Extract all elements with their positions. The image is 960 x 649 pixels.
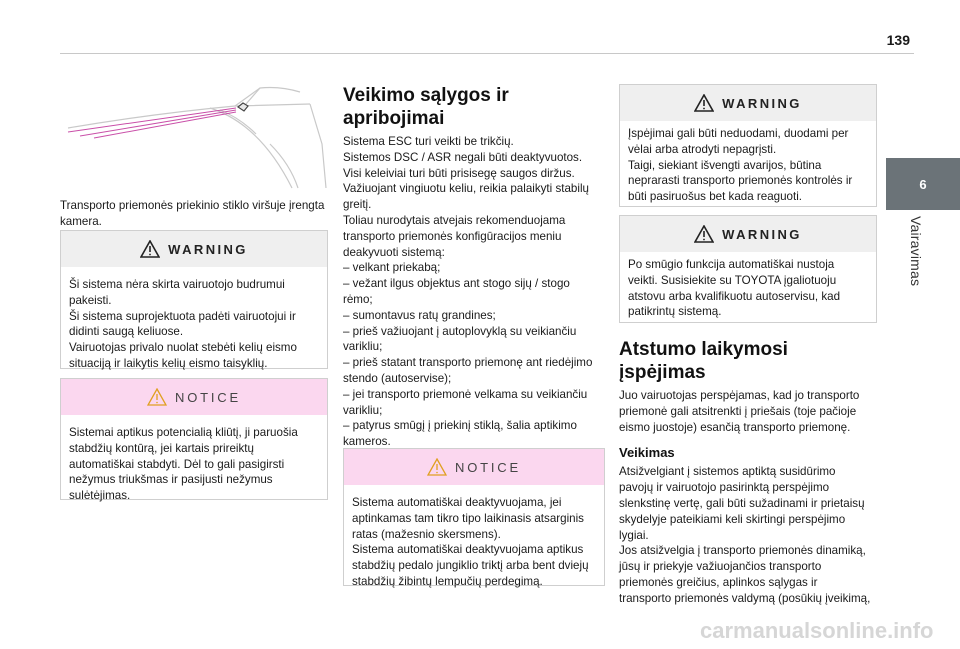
page-number: 139 xyxy=(886,32,910,48)
subsection-heading: Veikimas xyxy=(619,445,675,461)
warning-triangle-icon xyxy=(694,94,714,112)
notice-header xyxy=(61,379,327,415)
body-line: Juo vairuotojas perspėjamas, kad jo transporto xyxy=(619,389,860,402)
warning-box xyxy=(619,84,877,207)
notice-triangle-icon xyxy=(147,388,167,406)
list-item: – prieš važiuojant į autoplovyklą su veikiančiu xyxy=(343,324,577,338)
body-line: Važiuojant vingiuotu keliu, reikia palaikyti stabilų xyxy=(343,182,589,196)
warning-line: Vairuotojas privalo nuolat stebėti kelių eismo xyxy=(69,341,297,355)
body-line: deakyvuoti sistemą: xyxy=(343,245,445,259)
body-line: eismo juostoje) esančią transporto priemonę. xyxy=(619,420,851,434)
notice-line: Sistema automatiškai deaktyvuojama aptikus xyxy=(352,543,584,557)
notice-line: Sistemai aptikus potencialią kliūtį, ji paruošia xyxy=(69,426,298,439)
body-line: transporto priemonės konfigūracijos meniu xyxy=(343,229,562,243)
body-line: lygiai. xyxy=(619,528,649,542)
notice-line: Sistema automatiškai deaktyvuojama, jei xyxy=(352,496,562,509)
section-heading-line: apribojimai xyxy=(343,108,445,129)
warning-triangle-icon xyxy=(694,225,714,243)
warning-title: WARNING xyxy=(722,95,802,111)
notice-title: NOTICE xyxy=(175,389,241,405)
chapter-title: Vairavimas xyxy=(908,216,924,287)
notice-line: ratas (mažesnio skersmens). xyxy=(352,527,501,541)
warning-header xyxy=(61,231,327,267)
warning-box xyxy=(60,230,328,369)
warning-line: Taigi, siekiant išvengti avarijos, būtina xyxy=(628,158,822,172)
warning-line: būti pasiruošus bet kada reaguoti. xyxy=(628,190,803,204)
body-line: greitį. xyxy=(343,198,372,212)
section-heading-line: Atstumo laikymosi xyxy=(619,339,788,360)
windshield-camera-illustration xyxy=(60,84,328,192)
chapter-tab[interactable] xyxy=(886,158,960,210)
body-line: Atsižvelgiant į sistemos aptiktą susidūrimo xyxy=(619,465,836,479)
notice-line: automatiškai stabdyti. Dėl to gali pasigirsti xyxy=(69,457,285,471)
notice-line: stabdžių kontūrą, jei kartais prireiktų xyxy=(69,441,254,455)
warning-line: situaciją ir laikytis kelių eismo taisyklių. xyxy=(69,356,268,370)
image-caption: Transporto priemonės priekinio stiklo viršuje įrengta kamera. xyxy=(60,199,325,228)
warning-title: WARNING xyxy=(722,226,802,242)
body-line: priemonės greičius, aplinkos sąlygas ir xyxy=(619,575,818,589)
list-item: kameros. xyxy=(343,435,391,449)
chapter-number: 6 xyxy=(919,176,927,192)
body-line: priemonė gali atsitrenkti į priešais (toje pačioje xyxy=(619,404,857,418)
list-item: – jei transporto priemonė velkama su veikiančiu xyxy=(343,387,588,401)
warning-line: vėlai arba atrodyti nepagrįsti. xyxy=(628,142,777,156)
section-heading xyxy=(619,338,877,384)
notice-header xyxy=(344,449,604,485)
list-item: – sumontavus ratų grandines; xyxy=(343,308,496,322)
warning-header xyxy=(620,85,876,121)
warning-line: didinti saugą keliuose. xyxy=(69,325,184,339)
watermark: carmanualsonline.info xyxy=(700,618,934,643)
list-item: varikliu; xyxy=(343,340,383,354)
notice-line: stabdžių žibintų lempučių perdegimą. xyxy=(352,574,543,588)
warning-line: Ši sistema suprojektuota padėti vairuotojui ir xyxy=(69,309,296,323)
body-line: Sistema ESC turi veikti be trikčių. xyxy=(343,135,514,148)
warning-line: atstovu arba kvalifikuotu autoservisu, kad xyxy=(628,289,841,303)
notice-line: aptinkamas tam tikro tipo laikinasis atsarginis xyxy=(352,511,584,525)
warning-header xyxy=(620,216,876,252)
warning-line: patikrintų sistemą. xyxy=(628,305,722,319)
notice-line: sulėtėjimas. xyxy=(69,489,131,503)
warning-line: pakeisti. xyxy=(69,293,112,307)
body-line: Jos atsižvelgia į transporto priemonės dinamiką, xyxy=(619,544,866,558)
section-heading-line: Veikimo sąlygos ir xyxy=(343,85,509,106)
list-item: stendo (autoservise); xyxy=(343,371,452,385)
warning-line: neprarasti transporto priemonės kontrolės ir xyxy=(628,174,853,188)
notice-box xyxy=(60,378,328,503)
notice-line: nežymus triukšmas ir pasijusti nežymus xyxy=(69,473,273,487)
list-item: – prieš statant transporto priemonę ant riedėjimo xyxy=(343,356,593,370)
notice-box xyxy=(343,448,605,586)
notice-line: stabdžių pedalo jungiklio triktį arba bent dviejų xyxy=(352,559,589,573)
section-heading-line: įspėjimas xyxy=(619,362,706,383)
warning-title: WARNING xyxy=(168,241,248,257)
body-line: jūsų ir priekyje važiuojančios transporto xyxy=(619,560,822,574)
top-rule xyxy=(60,53,914,54)
list-item: rėmo; xyxy=(343,292,373,306)
body-line: skydelyje pateikiami keli skirtingi perspėjimo xyxy=(619,512,846,526)
list-item: – vežant ilgus objektus ant stogo sijų / stogo xyxy=(343,277,570,291)
body-line: Sistemos DSC / ASR negali būti deaktyvuotos. xyxy=(343,150,583,164)
warning-line: Ši sistema nėra skirta vairuotojo budrumui xyxy=(69,278,285,291)
warning-triangle-icon xyxy=(140,240,160,258)
list-item: – patyrus smūgį į priekinį stiklą, šalia aptikimo xyxy=(343,419,577,433)
warning-line: Įspėjimai gali būti neduodami, duodami per xyxy=(628,127,849,140)
section-heading xyxy=(343,84,605,130)
body-line: slenkstinę vertę, gali būti sužadinami ir prietaisų xyxy=(619,496,865,510)
list-item: varikliu; xyxy=(343,403,383,417)
body-line: transporto priemonės valdymą (posūkių įveikimą, xyxy=(619,591,871,605)
notice-triangle-icon xyxy=(427,458,447,476)
body-line: pavojų ir vairuotojo pasirinktą perspėjimo xyxy=(619,481,830,495)
body-line: Toliau nurodytais atvejais rekomenduojama xyxy=(343,213,566,227)
warning-box xyxy=(619,215,877,323)
warning-line: veikti. Susisiekite su TOYOTA įgaliotuoju xyxy=(628,273,837,287)
warning-line: Po smūgio funkcija automatiškai nustoja xyxy=(628,258,835,271)
body-line: Visi keleiviai turi būti prisisegę saugos diržus. xyxy=(343,166,575,180)
notice-title: NOTICE xyxy=(455,459,521,475)
list-item: – velkant priekabą; xyxy=(343,261,441,275)
